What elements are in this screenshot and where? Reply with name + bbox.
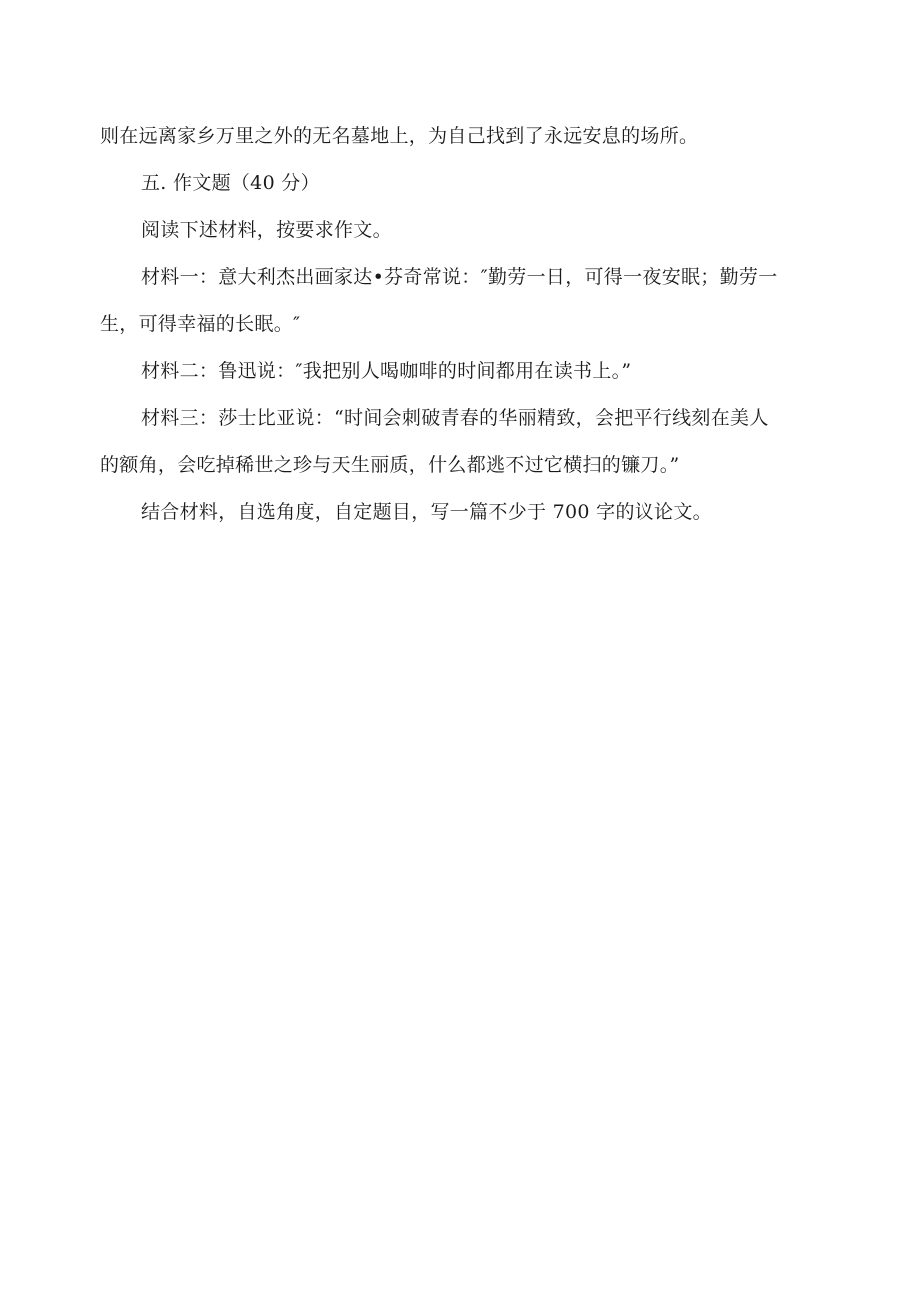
material-1-line-1: 材料一：意大利杰出画家达•芬奇常说：″勤劳一日，可得一夜安眠；勤劳一 <box>141 266 778 288</box>
material-3-line-1: 材料三：莎士比亚说：“时间会刺破青春的华丽精致，会把平行线刻在美人 <box>141 407 769 429</box>
continuation-line: 则在远离家乡万里之外的无名墓地上，为自己找到了永远安息的场所。 <box>100 125 699 147</box>
material-1-paragraph <box>100 254 812 348</box>
material-2-paragraph: 材料二：鲁迅说：″我把别人喝咖啡的时间都用在读书上。” <box>141 360 632 382</box>
section-heading: 五. 作文题（40 分） <box>141 172 320 194</box>
task-paragraph: 结合材料，自选角度，自定题目，写一篇不少于 700 字的议论文。 <box>141 501 712 523</box>
material-3-line-2: 的额角，会吃掉稀世之珍与天生丽质，什么都逃不过它横扫的镰刀。” <box>100 454 680 476</box>
material-3-paragraph <box>100 395 812 489</box>
document-body <box>100 113 812 536</box>
instruction-text: 阅读下述材料，按要求作文。 <box>141 219 392 241</box>
material-1-line-2: 生，可得幸福的长眠。″ <box>100 313 301 335</box>
